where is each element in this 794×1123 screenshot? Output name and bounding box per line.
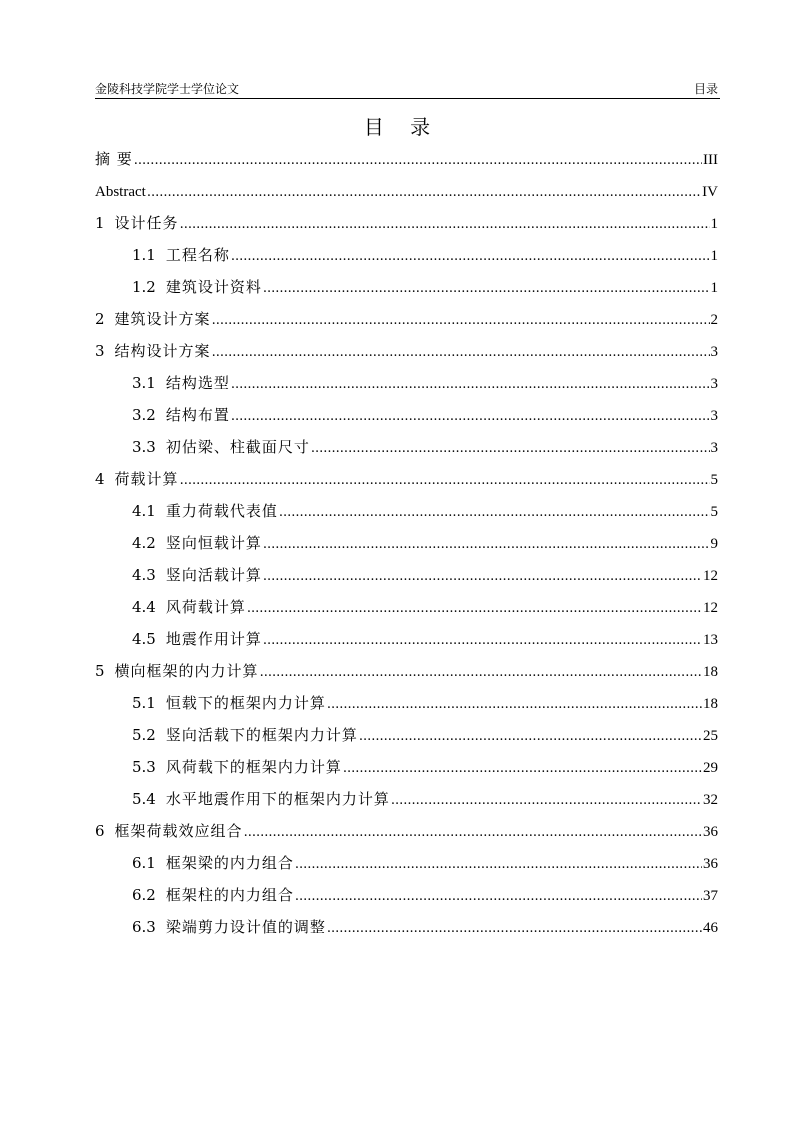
- toc-entry-page: 12: [703, 568, 718, 584]
- toc-entry-number: 1: [95, 214, 105, 232]
- toc-entry[interactable]: [95, 177, 718, 209]
- toc-entry-number: 3.2: [132, 406, 156, 424]
- toc-entry[interactable]: [95, 689, 718, 721]
- toc-entry-title: 结构选型: [165, 374, 230, 392]
- toc-entry-title: 竖向活载下的框架内力计算: [165, 726, 358, 744]
- toc-entry[interactable]: [95, 273, 718, 305]
- toc-entry-title: 竖向活载计算: [165, 566, 262, 584]
- toc-entry[interactable]: [95, 657, 718, 689]
- toc-entry-label: [95, 209, 179, 237]
- toc-entry-number: 5.4: [132, 790, 156, 808]
- toc-entry-title: 地震作用计算: [165, 630, 262, 648]
- toc-entry-page: 1: [710, 216, 718, 232]
- toc-entry-label: [132, 753, 342, 781]
- toc-leader-dots: [260, 659, 702, 687]
- toc-entry-number: 6.1: [132, 854, 156, 872]
- toc-entry-title: 框架柱的内力组合: [165, 886, 294, 904]
- toc-entry-page: 12: [703, 600, 718, 616]
- toc-entry[interactable]: [95, 561, 718, 593]
- toc-entry-label: [132, 561, 262, 589]
- toc-entry-label: [95, 817, 243, 845]
- toc-entry-label: [132, 369, 230, 397]
- toc-entry-page: 9: [710, 536, 718, 552]
- toc-entry-title: 水平地震作用下的框架内力计算: [165, 790, 390, 808]
- toc-entry-label: [132, 433, 310, 461]
- toc-entry-number: 4: [95, 470, 105, 488]
- toc-entry[interactable]: [95, 465, 718, 497]
- toc-entry-title: 摘 要: [95, 150, 133, 168]
- toc-entry-page: 1: [710, 280, 718, 296]
- toc-entry-title: 建筑设计资料: [165, 278, 262, 296]
- toc-leader-dots: [147, 179, 701, 207]
- toc-entry-label: [132, 401, 230, 429]
- toc-entry[interactable]: [95, 369, 718, 401]
- toc-leader-dots: [279, 499, 710, 527]
- toc-entry[interactable]: [95, 433, 718, 465]
- toc-entry[interactable]: [95, 913, 718, 945]
- toc-entry-number: 6.3: [132, 918, 156, 936]
- toc-leader-dots: [295, 851, 702, 879]
- toc-entry[interactable]: [95, 881, 718, 913]
- toc-leader-dots: [327, 915, 702, 943]
- toc-entry[interactable]: [95, 753, 718, 785]
- toc-entry-number: 5.2: [132, 726, 156, 744]
- header-school-title: 金陵科技学院学士学位论文: [95, 82, 240, 96]
- toc-leader-dots: [295, 883, 702, 911]
- toc-entry-label: [132, 881, 294, 909]
- toc-entry-title: 建筑设计方案: [114, 310, 211, 328]
- toc-entry-label: [95, 337, 211, 365]
- toc-entry-title: 横向框架的内力计算: [114, 662, 259, 680]
- toc-entry-title: 结构布置: [165, 406, 230, 424]
- toc-entry-label: [132, 689, 326, 717]
- toc-entry-page: 13: [703, 632, 718, 648]
- toc-leader-dots: [263, 531, 710, 559]
- toc-entry-title: 初估梁、柱截面尺寸: [165, 438, 310, 456]
- toc-entry-number: 4.1: [132, 502, 156, 520]
- toc-leader-dots: [231, 403, 710, 431]
- toc-leader-dots: [263, 627, 702, 655]
- toc-leader-dots: [212, 339, 710, 367]
- toc-entry[interactable]: [95, 593, 718, 625]
- toc-entry-label: [132, 497, 278, 525]
- toc-entry-page: 46: [703, 920, 718, 936]
- toc-entry-page: III: [703, 152, 718, 168]
- page-header: [95, 80, 720, 99]
- toc-entry-label: [95, 145, 133, 173]
- toc-entry-label: [95, 305, 211, 333]
- toc-leader-dots: [212, 307, 710, 335]
- toc-entry-number: 4.3: [132, 566, 156, 584]
- toc-entry-page: 32: [703, 792, 718, 808]
- toc-entry-page: 18: [703, 696, 718, 712]
- toc-entry-label: [132, 849, 294, 877]
- toc-entry[interactable]: [95, 241, 718, 273]
- toc-entry-title: 工程名称: [165, 246, 230, 264]
- toc-entry-title: 重力荷载代表值: [165, 502, 278, 520]
- toc-entry-number: 6: [95, 822, 105, 840]
- toc-entry-page: 29: [703, 760, 718, 776]
- toc-leader-dots: [263, 275, 710, 303]
- toc-entry[interactable]: [95, 401, 718, 433]
- toc-leader-dots: [180, 211, 710, 239]
- toc-entry-number: 3.3: [132, 438, 156, 456]
- toc-entry[interactable]: [95, 625, 718, 657]
- toc-entry-title: 设计任务: [114, 214, 179, 232]
- toc-entry-page: 3: [710, 440, 718, 456]
- toc-leader-dots: [231, 243, 710, 271]
- toc-leader-dots: [180, 467, 710, 495]
- toc-entry-label: [132, 785, 390, 813]
- toc-leader-dots: [391, 787, 702, 815]
- toc-entry-page: 2: [710, 312, 718, 328]
- toc-entry-label: [132, 241, 230, 269]
- toc-entry-title: 风荷载计算: [165, 598, 246, 616]
- toc-entry-number: 4.5: [132, 630, 156, 648]
- toc-entry[interactable]: [95, 305, 718, 337]
- toc-entry-page: 5: [710, 504, 718, 520]
- toc-leader-dots: [247, 595, 702, 623]
- toc-entry-title: 框架荷载效应组合: [114, 822, 243, 840]
- toc-entry-page: IV: [702, 184, 718, 200]
- toc-entry[interactable]: [95, 785, 718, 817]
- toc-entry-number: 4.4: [132, 598, 156, 616]
- toc-leader-dots: [327, 691, 702, 719]
- toc-entry-number: 3.1: [132, 374, 156, 392]
- toc-entry-label: [132, 593, 246, 621]
- toc-leader-dots: [343, 755, 702, 783]
- toc-entry-label: [95, 177, 146, 206]
- toc-entry-number: 3: [95, 342, 105, 360]
- toc-entry-label: [132, 625, 262, 653]
- toc-entry-page: 3: [710, 344, 718, 360]
- toc-entry-page: 18: [703, 664, 718, 680]
- toc-entry-label: [95, 657, 259, 685]
- toc-entry-page: 5: [710, 472, 718, 488]
- toc-leader-dots: [231, 371, 710, 399]
- toc-entry-number: 5: [95, 662, 105, 680]
- toc-entry-title: 荷载计算: [114, 470, 179, 488]
- toc-entry-number: 6.2: [132, 886, 156, 904]
- toc-entry-page: 36: [703, 856, 718, 872]
- toc-entry-page: 3: [710, 408, 718, 424]
- table-of-contents: [95, 145, 718, 945]
- toc-leader-dots: [134, 147, 702, 175]
- toc-entry-number: 5.3: [132, 758, 156, 776]
- toc-entry[interactable]: [95, 497, 718, 529]
- toc-entry-title: 恒载下的框架内力计算: [165, 694, 326, 712]
- toc-entry-title: 风荷载下的框架内力计算: [165, 758, 342, 776]
- toc-entry[interactable]: [95, 145, 718, 177]
- toc-entry-page: 3: [710, 376, 718, 392]
- toc-entry-number: 5.1: [132, 694, 156, 712]
- toc-entry[interactable]: [95, 529, 718, 561]
- toc-entry-page: 25: [703, 728, 718, 744]
- toc-entry-title: 竖向恒载计算: [165, 534, 262, 552]
- toc-entry[interactable]: [95, 721, 718, 753]
- toc-entry-number: 1.2: [132, 278, 156, 296]
- toc-entry[interactable]: [95, 817, 718, 849]
- toc-entry-number: 4.2: [132, 534, 156, 552]
- toc-entry[interactable]: [95, 849, 718, 881]
- toc-entry-page: 1: [710, 248, 718, 264]
- header-section: 目录: [693, 82, 718, 96]
- toc-entry-title: 梁端剪力设计值的调整: [165, 918, 326, 936]
- toc-entry[interactable]: [95, 209, 718, 241]
- toc-leader-dots: [311, 435, 710, 463]
- page-title: 目 录: [363, 115, 441, 139]
- toc-entry-label: [95, 465, 179, 493]
- toc-leader-dots: [263, 563, 702, 591]
- toc-entry-label: [132, 273, 262, 301]
- toc-leader-dots: [244, 819, 702, 847]
- toc-entry[interactable]: [95, 337, 718, 369]
- toc-entry-label: [132, 721, 358, 749]
- toc-entry-title: 结构设计方案: [114, 342, 211, 360]
- toc-entry-title: 框架梁的内力组合: [165, 854, 294, 872]
- toc-entry-title: Abstract: [95, 184, 146, 200]
- toc-entry-page: 37: [703, 888, 718, 904]
- toc-entry-label: [132, 529, 262, 557]
- toc-entry-page: 36: [703, 824, 718, 840]
- toc-entry-label: [132, 913, 326, 941]
- toc-entry-number: 2: [95, 310, 105, 328]
- toc-leader-dots: [359, 723, 702, 751]
- toc-entry-number: 1.1: [132, 246, 156, 264]
